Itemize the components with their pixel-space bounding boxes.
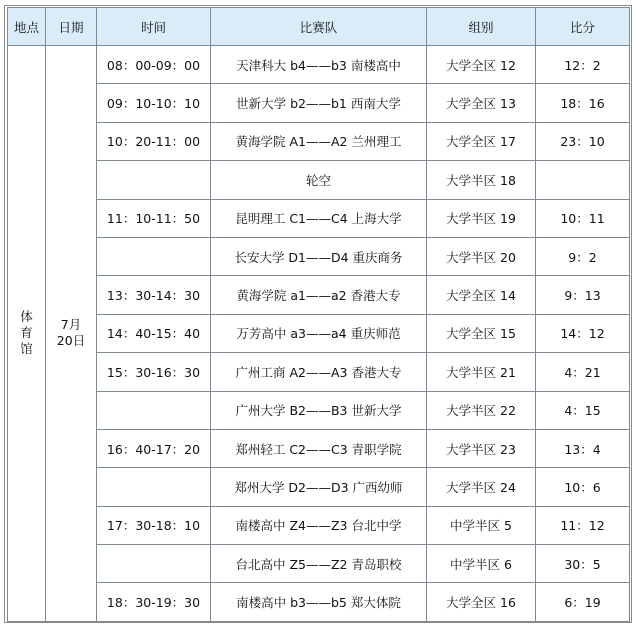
teams-cell: 黄海学院 A1——A2 兰州理工	[211, 122, 427, 160]
header-venue: 地点	[8, 8, 46, 46]
time-cell: 13：30-14：30	[97, 276, 211, 314]
score-cell: 18：16	[536, 84, 630, 122]
time-cell: 09：10-10：10	[97, 84, 211, 122]
header-score: 比分	[536, 8, 630, 46]
teams-cell: 黄海学院 a1——a2 香港大专	[211, 276, 427, 314]
group-cell: 大学全区 14	[427, 276, 536, 314]
teams-cell: 昆明理工 C1——C4 上海大学	[211, 199, 427, 237]
group-cell: 大学半区 19	[427, 199, 536, 237]
table-row	[8, 583, 630, 621]
teams-cell: 天津科大 b4——b3 南楼高中	[211, 46, 427, 84]
group-cell: 大学全区 13	[427, 84, 536, 122]
table-row	[8, 237, 630, 275]
venue-char: 馆	[20, 341, 33, 357]
table-row	[8, 314, 630, 352]
table-row	[8, 353, 630, 391]
match-schedule-table	[7, 7, 630, 622]
table-row	[8, 545, 630, 583]
time-cell: 11：10-11：50	[97, 199, 211, 237]
teams-cell: 万芳高中 a3——a4 重庆师范	[211, 314, 427, 352]
table-row	[8, 276, 630, 314]
teams-cell: 轮空	[211, 161, 427, 199]
time-cell: 18：30-19：30	[97, 583, 211, 621]
venue-char: 体	[20, 309, 33, 325]
score-cell: 10：11	[536, 199, 630, 237]
teams-cell: 郑州大学 D2——D3 广西幼师	[211, 468, 427, 506]
table-row	[8, 122, 630, 160]
group-cell: 大学半区 24	[427, 468, 536, 506]
header-row	[8, 8, 630, 46]
score-cell: 6：19	[536, 583, 630, 621]
teams-cell: 广州大学 B2——B3 世新大学	[211, 391, 427, 429]
time-cell	[97, 237, 211, 275]
time-cell	[97, 161, 211, 199]
score-cell: 9：13	[536, 276, 630, 314]
table-row	[8, 199, 630, 237]
group-cell: 大学半区 18	[427, 161, 536, 199]
table-row	[8, 84, 630, 122]
date-line: 7月	[60, 317, 82, 333]
score-cell: 10：6	[536, 468, 630, 506]
time-cell	[97, 545, 211, 583]
date-cell	[46, 46, 97, 622]
score-cell	[536, 161, 630, 199]
table-row	[8, 161, 630, 199]
table-row	[8, 46, 630, 84]
score-cell: 9：2	[536, 237, 630, 275]
time-cell: 15：30-16：30	[97, 353, 211, 391]
time-cell: 10：20-11：00	[97, 122, 211, 160]
score-cell: 13：4	[536, 429, 630, 467]
schedule-body	[8, 46, 630, 622]
time-cell	[97, 468, 211, 506]
score-cell: 12：2	[536, 46, 630, 84]
table-row	[8, 429, 630, 467]
group-cell: 大学半区 22	[427, 391, 536, 429]
time-cell: 08：00-09：00	[97, 46, 211, 84]
header-time: 时间	[97, 8, 211, 46]
header-teams: 比赛队	[211, 8, 427, 46]
venue-char: 育	[20, 325, 33, 341]
group-cell: 大学半区 21	[427, 353, 536, 391]
group-cell: 大学半区 20	[427, 237, 536, 275]
group-cell: 大学全区 12	[427, 46, 536, 84]
teams-cell: 南楼高中 b3——b5 郑大体院	[211, 583, 427, 621]
group-cell: 中学半区 6	[427, 545, 536, 583]
score-cell: 4：21	[536, 353, 630, 391]
time-cell: 14：40-15：40	[97, 314, 211, 352]
header-group: 组别	[427, 8, 536, 46]
table-row	[8, 391, 630, 429]
table-row	[8, 506, 630, 544]
teams-cell: 世新大学 b2——b1 西南大学	[211, 84, 427, 122]
date-line: 20日	[56, 333, 86, 349]
group-cell: 大学全区 15	[427, 314, 536, 352]
score-cell: 30：5	[536, 545, 630, 583]
table-row	[8, 468, 630, 506]
time-cell: 16：40-17：20	[97, 429, 211, 467]
teams-cell: 长安大学 D1——D4 重庆商务	[211, 237, 427, 275]
teams-cell: 广州工商 A2——A3 香港大专	[211, 353, 427, 391]
venue-cell	[8, 46, 46, 622]
header-date: 日期	[46, 8, 97, 46]
group-cell: 中学半区 5	[427, 506, 536, 544]
teams-cell: 郑州轻工 C2——C3 青职学院	[211, 429, 427, 467]
teams-cell: 台北高中 Z5——Z2 青岛职校	[211, 545, 427, 583]
score-cell: 23：10	[536, 122, 630, 160]
time-cell: 17：30-18：10	[97, 506, 211, 544]
score-cell: 14：12	[536, 314, 630, 352]
group-cell: 大学半区 23	[427, 429, 536, 467]
teams-cell: 南楼高中 Z4——Z3 台北中学	[211, 506, 427, 544]
score-cell: 11：12	[536, 506, 630, 544]
group-cell: 大学全区 16	[427, 583, 536, 621]
group-cell: 大学全区 17	[427, 122, 536, 160]
time-cell	[97, 391, 211, 429]
score-cell: 4：15	[536, 391, 630, 429]
